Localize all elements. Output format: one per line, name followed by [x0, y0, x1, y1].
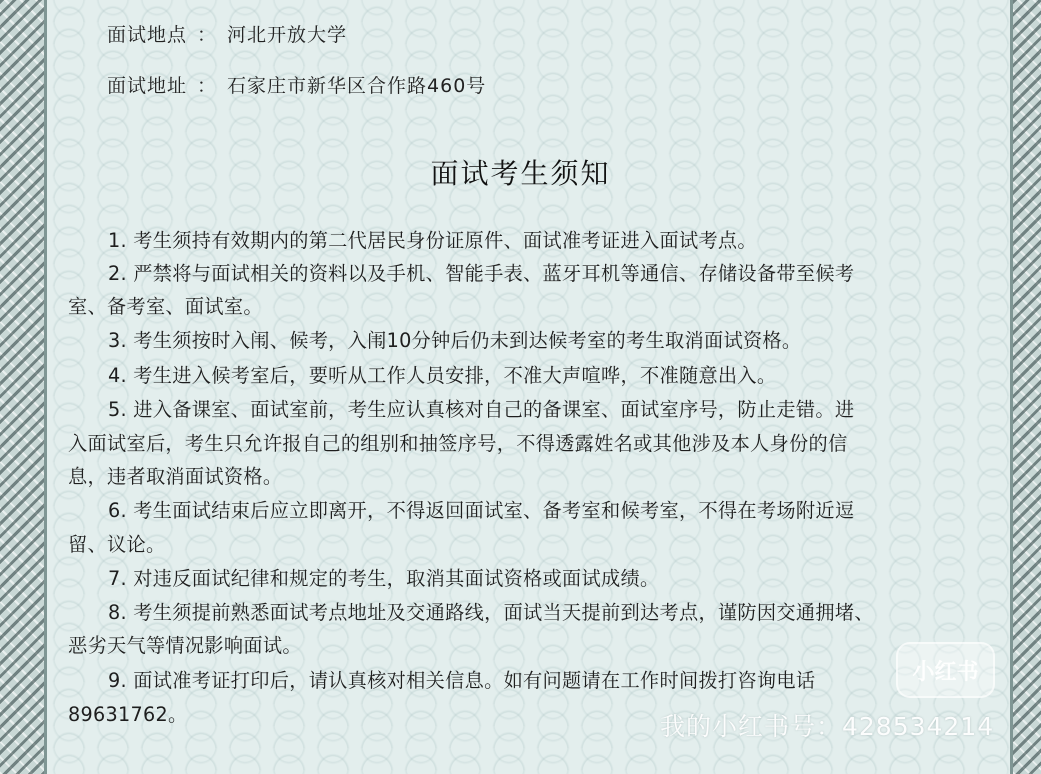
notice-line: 6. 考生面试结束后应立即离开，不得返回面试室、备考室和候考室，不得在考场附近逗: [108, 499, 855, 522]
xiaohongshu-logo-watermark: 小红书: [896, 642, 995, 698]
notice-title: 面试考生须知: [430, 157, 611, 190]
notice-line: 1. 考生须持有效期内的第二代居民身份证原件、面试准考证进入面试考点。: [108, 229, 757, 252]
notice-line: 3. 考生须按时入闱、候考，入闱10分钟后仍未到达候考室的考生取消面试资格。: [108, 329, 802, 352]
notice-line: 息，违者取消面试资格。: [68, 465, 283, 488]
address-separator: ：: [197, 75, 218, 97]
notice-line: 5. 进入备课室、面试室前，考生应认真核对自己的备课室、面试室序号，防止走错。进: [108, 398, 855, 421]
place-separator: ：: [197, 24, 218, 46]
notice-line: 8. 考生须提前熟悉面试考点地址及交通路线，面试当天提前到达考点，谨防因交通拥堵、: [108, 601, 874, 624]
notice-line: 2. 严禁将与面试相关的资料以及手机、智能手表、蓝牙耳机等通信、存储设备带至候考: [108, 262, 855, 285]
notice-line: 室、备考室、面试室。: [68, 295, 263, 318]
interview-address-label: 面试地址: [107, 75, 188, 97]
xiaohongshu-id-watermark: 我的小红书号：428534214: [660, 712, 995, 741]
interview-place-value: 河北开放大学: [227, 24, 348, 46]
interview-place-label: 面试地点: [107, 24, 188, 46]
interview-address-value: 石家庄市新华区合作路460号: [227, 75, 487, 97]
decorative-border-right: [1010, 0, 1041, 774]
notice-line: 89631762。: [68, 703, 188, 726]
notice-line: 9. 面试准考证打印后，请认真核对相关信息。如有问题请在工作时间拨打咨询电话: [108, 669, 816, 692]
interview-address-line: [107, 71, 486, 98]
notice-line: 4. 考生进入候考室后，要听从工作人员安排，不准大声喧哗，不准随意出入。: [108, 364, 777, 387]
notice-line: 恶劣天气等情况影响面试。: [68, 634, 302, 657]
notice-line: 7. 对违反面试纪律和规定的考生，取消其面试资格或面试成绩。: [108, 567, 660, 590]
decorative-border-left: [0, 0, 47, 774]
interview-place-line: [107, 20, 347, 47]
notice-line: 留、议论。: [68, 533, 166, 556]
notice-line: 入面试室后，考生只允许报自己的组别和抽签序号，不得透露姓名或其他涉及本人身份的信: [68, 432, 848, 455]
